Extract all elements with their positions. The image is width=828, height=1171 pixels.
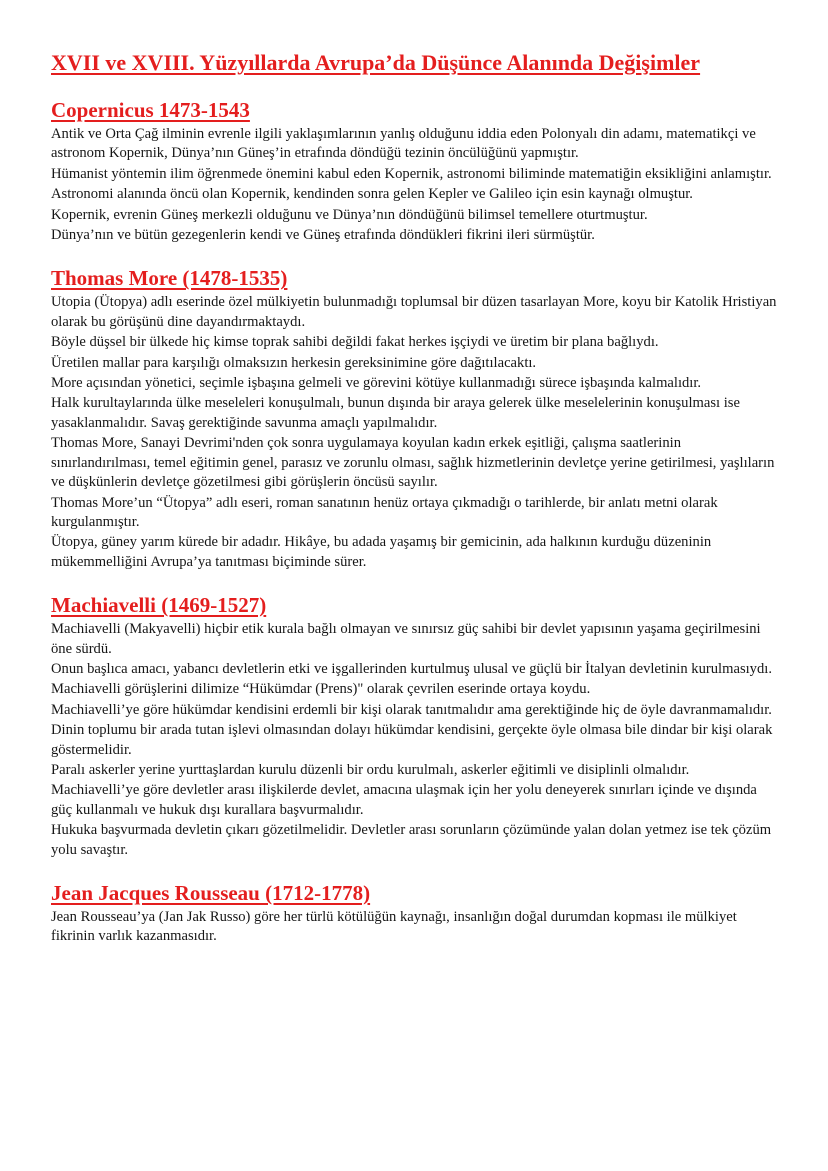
paragraph: Hümanist yöntemin ilim öğrenmede önemini kabul eden Kopernik, astronomi biliminde matematiğin eksikliğini anlamıştır. — [51, 165, 772, 182]
paragraph: Machiavelli’ye göre hükümdar kendisini erdemli bir kişi olarak tanıtmalıdır ama gerektiğinde hiç de öyle davranmamalıdır. — [51, 701, 772, 718]
section-machiavelli — [51, 592, 778, 860]
section-heading: Machiavelli (1469-1527) — [51, 593, 267, 618]
paragraph: Böyle düşsel bir ülkede hiç kimse toprak sahibi değildi fakat herkes işçiydi ve üretim bir plana bağlıydı. — [51, 334, 659, 351]
paragraph: Utopia (Ütopya) adlı eserinde özel mülkiyetin bulunmadığı toplumsal bir düzen tasarlayan More, koyu bir Katolik Hristiyan olarak bu görüşünü dine dayandırmaktaydı. — [51, 294, 777, 330]
paragraph: Thomas More, Sanayi Devrimi'nden çok sonra uygulamaya koyulan kadın erkek eşitliği, çalışma saatlerinin sınırlandırılması, temel eğitimin genel, parasız ve zorunlu olması, sağlık hizmetlerinin devletçe yerine getirilmesi, yaşlıların ve düşkünlerin devletçe gözetilmesi gibi görüşlerin öncüsü sayılır. — [51, 435, 775, 491]
section-copernicus — [51, 97, 778, 245]
paragraph: More açısından yönetici, seçimle işbaşına gelmeli ve görevini kötüye kullanmadığı sürece işbaşında kalmalıdır. — [51, 375, 702, 392]
paragraph: Jean Rousseau’ya (Jan Jak Russo) göre her türlü kötülüğün kaynağı, insanlığın doğal durumdan kopması ile mülkiyet fikrinin varlık kazanmasıdır. — [51, 909, 737, 945]
paragraph: Dinin toplumu bir arada tutan işlevi olmasından dolayı hükümdar kendisini, gerçekte öyle olmasa bile dindar bir kişi olarak göstermelidir. — [51, 722, 773, 758]
paragraph: Onun başlıca amacı, yabancı devletlerin etki ve işgallerinden kurtulmuş ulusal ve güçlü bir İtalyan devletinin kurulmasıydı. — [51, 660, 772, 677]
section-heading: Jean Jacques Rousseau (1712-1778) — [51, 881, 371, 905]
paragraph: Üretilen mallar para karşılığı olmaksızın herkesin gereksinimine göre dağıtılacaktı. — [51, 354, 537, 371]
paragraph: Paralı askerler yerine yurttaşlardan kurulu düzenli bir ordu kurulmalı, askerler eğitimli ve disiplinli olmalıdır. — [51, 761, 690, 778]
paragraph: Machiavelli (Makyavelli) hiçbir etik kurala bağlı olmayan ve sınırsız güç sahibi bir devlet yapısının yaşama geçirilmesini öne sürdü. — [51, 621, 761, 657]
document-title: XVII ve XVIII. Yüzyıllarda Avrupa’da Düşünce Alanında Değişimler — [51, 50, 701, 75]
paragraph: Thomas More’un “Ütopya” adlı eseri, roman sanatının henüz ortaya çıkmadığı o tarihlerde, bir anlatı metni olarak kurgulanmıştır. — [51, 494, 718, 530]
paragraph: Hukuka başvurmada devletin çıkarı gözetilmelidir. Devletler arası sorunların çözümünde yalan dolan yetmez ise tek çözüm yolu savaştır. — [51, 822, 772, 858]
paragraph: Dünya’nın ve bütün gezegenlerin kendi ve Güneş etrafında döndükleri fikrini ileri sürmüştür. — [51, 227, 595, 244]
paragraph: Astronomi alanında öncü olan Kopernik, kendinden sonra gelen Kepler ve Galileo için esin kaynağı olmuştur. — [51, 186, 693, 203]
paragraph: Machiavelli görüşlerini dilimize “Hükümdar (Prens)" olarak çevrilen eserinde ortaya koydu. — [51, 681, 591, 698]
section-thomas-more — [51, 265, 778, 572]
paragraph: Antik ve Orta Çağ ilminin evrenle ilgili yaklaşımlarının yanlış olduğunu iddia eden Polonyalı din adamı, matematikçi ve astronom Kopernik, Dünya’nın Güneş’in etrafında döndüğü tezinin öncülüğünü yapmıştır. — [51, 126, 756, 162]
paragraph: Kopernik, evrenin Güneş merkezli olduğunu ve Dünya’nın döndüğünü bilimsel temellere oturtmuştur. — [51, 206, 648, 223]
section-heading: Copernicus 1473-1543 — [51, 98, 250, 122]
paragraph: Ütopya, güney yarım kürede bir adadır. Hikâye, bu adada yaşamış bir gemicinin, ada halkının kurduğu düzeninin mükemmelliğini Avrupa’ya tanıtması biçiminde sürer. — [51, 534, 712, 570]
section-heading: Thomas More (1478-1535) — [51, 266, 288, 291]
section-rousseau — [51, 880, 778, 947]
paragraph: Halk kurultaylarında ülke meseleleri konuşulmalı, bunun dışında bir araya gelerek ülke meselelerinin konuşulması ise yasaklanmalıdır. Savaş gerektiğinde savunma amaçlı yapılmalıdır. — [51, 395, 740, 431]
paragraph: Machiavelli’ye göre devletler arası ilişkilerde devlet, amacına ulaşmak için her yolu deneyerek sınırları içinde ve dışında güç kullanmalı ve hukuk dışı kurallara başvurmalıdır. — [51, 782, 757, 818]
